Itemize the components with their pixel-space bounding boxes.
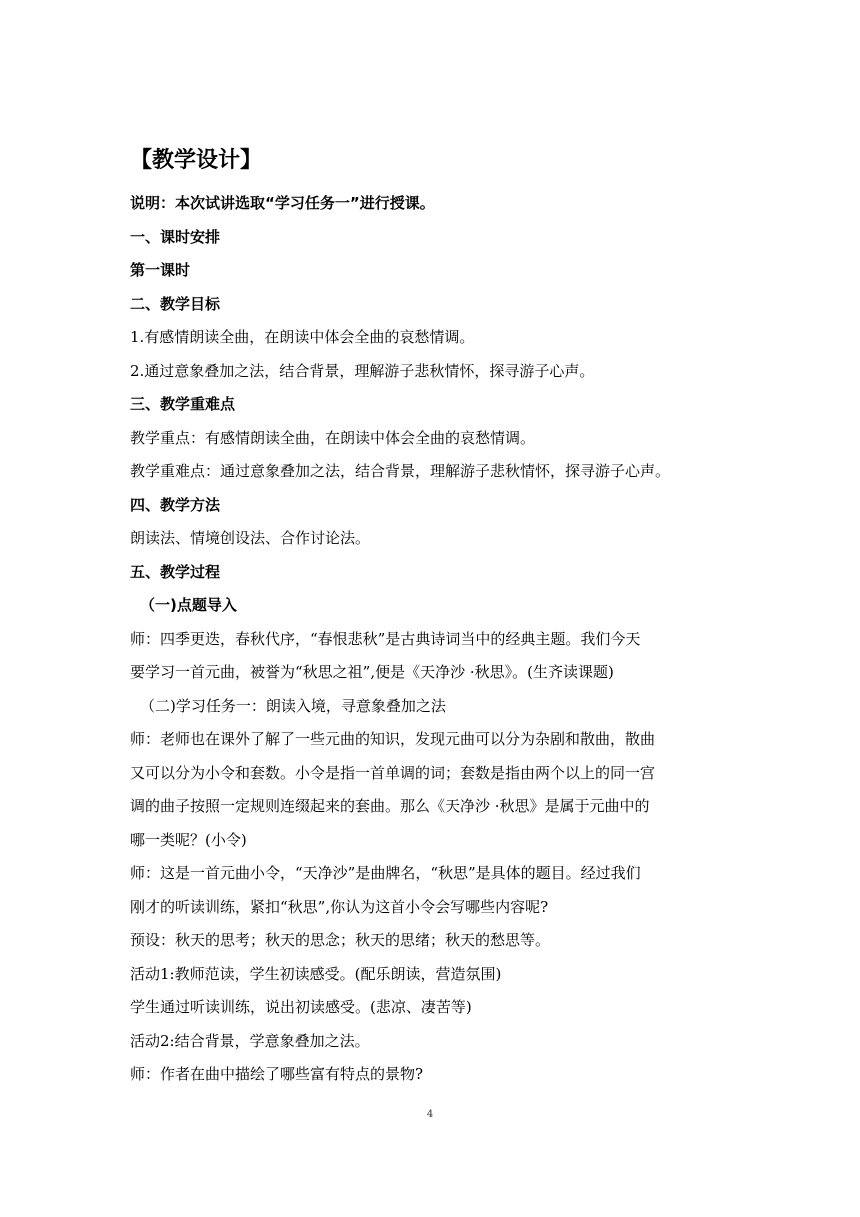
schedule-text: 第一课时: [130, 261, 191, 279]
paragraph-line: 学生通过听读训练，说出初读感受。(悲凉、凄苦等): [130, 998, 472, 1016]
difficult-point: 教学重难点：通过意象叠加之法，结合背景，理解游子悲秋情怀，探寻游子心声。: [130, 462, 671, 480]
paragraph-line: 活动1:教师范读，学生初读感受。(配乐朗读，营造氛围): [130, 964, 502, 983]
paragraph-line: 又可以分为小令和套数。小令是指一首单调的词；套数是指由两个以上的同一宫: [130, 763, 656, 782]
paragraph-line: 调的曲子按照一定规则连缀起来的套曲。那么《天净沙 ·秋思》是属于元曲中的: [130, 797, 650, 815]
paragraph-line: 师：这是一首元曲小令，“天净沙”是曲牌名，“秋思”是具体的题目。经过我们: [130, 864, 641, 882]
page-number: 4: [426, 1109, 434, 1120]
section-heading-schedule: 一、课时安排: [130, 227, 221, 246]
paragraph-line: 预设：秋天的思考；秋天的思念；秋天的思绪；秋天的愁思等。: [130, 931, 551, 949]
paragraph-line: 师：作者在曲中描绘了哪些富有特点的景物?: [130, 1065, 424, 1083]
paragraph-line: 师：老师也在课外了解了一些元曲的知识，发现元曲可以分为杂剧和散曲，散曲: [130, 730, 656, 748]
paragraph-line: 要学习一首元曲，被誉为“秋思之祖”,便是《天净沙 ·秋思》。(生齐读课题): [130, 663, 614, 681]
objective-item: 2.通过意象叠加之法，结合背景，理解游子悲秋情怀，探寻游子心声。: [130, 361, 595, 380]
subsection-task-one: （二)学习任务一：朗读入境，寻意象叠加之法: [140, 696, 446, 715]
paragraph-line: 师：四季更迭，春秋代序，“春恨悲秋”是古典诗词当中的经典主题。我们今天: [130, 629, 641, 648]
doc-note: 说明：本次试讲选取“学习任务一”进行授课。: [130, 194, 435, 212]
subsection-introduction: （一)点题导入: [140, 596, 237, 614]
paragraph-line: 活动2:结合背景，学意象叠加之法。: [130, 1031, 370, 1050]
section-heading-methods: 四、教学方法: [130, 495, 221, 514]
key-point: 教学重点：有感情朗读全曲，在朗读中体会全曲的哀愁情调。: [130, 428, 536, 447]
doc-title: 【教学设计】: [130, 148, 263, 173]
section-heading-process: 五、教学过程: [130, 562, 221, 581]
paragraph-line: 哪一类呢？(小令): [130, 830, 247, 849]
methods-text: 朗读法、情境创设法、合作讨论法。: [130, 529, 371, 547]
paragraph-line: 刚才的听读训练，紧扣“秋思”,你认为这首小令会写哪些内容呢?: [130, 897, 549, 916]
section-heading-key-points: 三、教学重难点: [130, 395, 236, 413]
document-body: [130, 143, 740, 1092]
section-heading-objectives: 二、教学目标: [130, 294, 221, 313]
objective-item: 1.有感情朗读全曲，在朗读中体会全曲的哀愁情调。: [130, 328, 475, 346]
